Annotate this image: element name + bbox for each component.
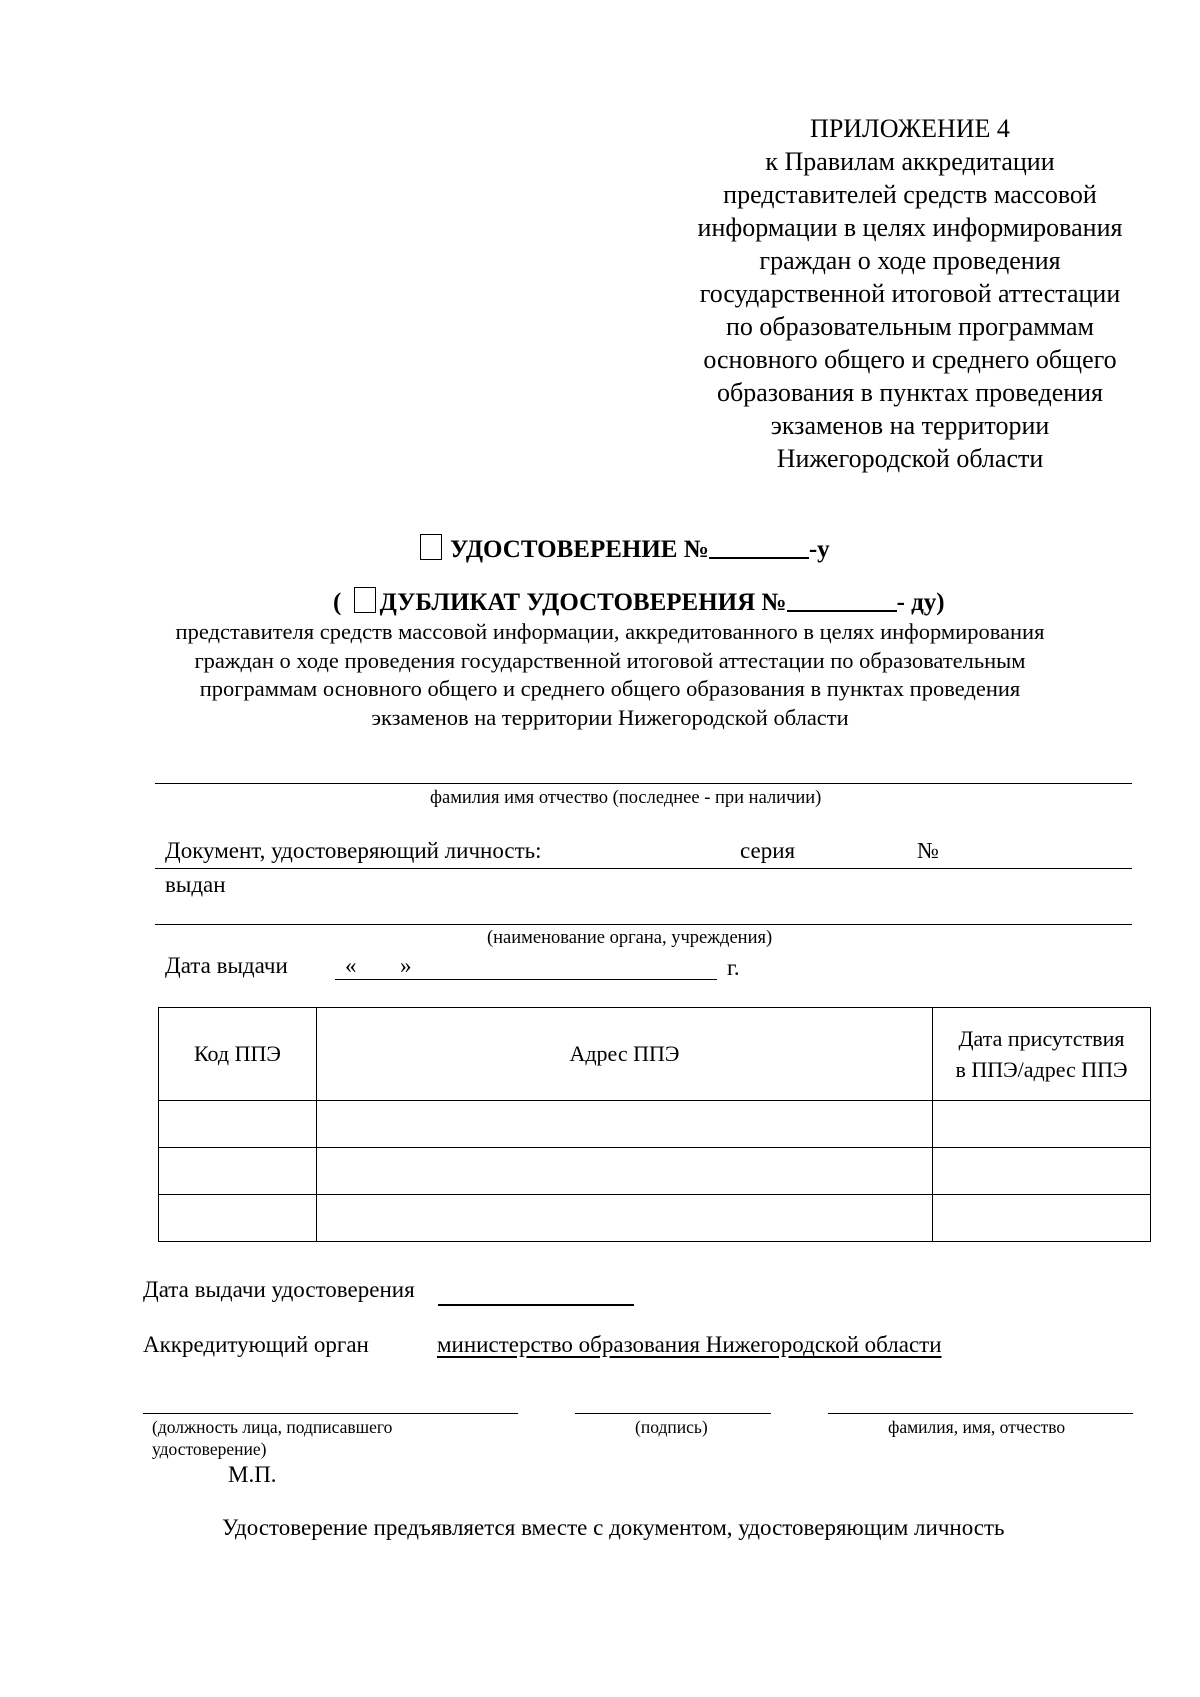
appendix-line: Нижегородской области: [776, 444, 1044, 473]
id-doc-line[interactable]: [155, 868, 1132, 869]
appendix-header: [600, 112, 1200, 475]
id-doc-label: Документ, удостоверяющий личность:: [165, 838, 542, 863]
appendix-line: информации в целях информирования: [697, 213, 1123, 242]
appendix-line: государственной итоговой аттестации: [699, 279, 1121, 308]
column-header-date-text: Дата присутствия в ППЭ/адрес ППЭ: [955, 1026, 1128, 1082]
number-label: №: [917, 838, 939, 863]
appendix-line: основного общего и среднего общего: [703, 345, 1117, 374]
table-cell[interactable]: [159, 1101, 317, 1148]
appendix-line: экзаменов на территории: [770, 411, 1050, 440]
description-line: программам основного общего и среднего общего образования в пунктах проведения: [199, 676, 1021, 701]
accrediting-body-label: Аккредитующий орган: [143, 1332, 369, 1357]
column-header-code: Код ППЭ: [159, 1008, 317, 1101]
table-cell[interactable]: [159, 1195, 317, 1242]
signer-position-line[interactable]: [143, 1413, 518, 1414]
issuer-caption: (наименование органа, учреждения): [487, 928, 773, 948]
signature-line[interactable]: [575, 1413, 771, 1414]
certificate-title: [420, 534, 830, 564]
table-cell[interactable]: [933, 1148, 1151, 1195]
fio-caption: фамилия имя отчество (последнее - при наличии): [430, 788, 822, 808]
duplicate-suffix: - ду): [896, 589, 945, 616]
fio-line[interactable]: [155, 783, 1132, 784]
year-suffix: г.: [727, 955, 740, 980]
series-label: серия: [740, 838, 796, 863]
duplicate-title-text: ДУБЛИКАТ УДОСТОВЕРЕНИЯ №: [379, 589, 787, 616]
issuer-line[interactable]: [155, 924, 1132, 925]
table-cell[interactable]: [316, 1101, 932, 1148]
certificate-title-text: УДОСТОВЕРЕНИЕ №: [450, 536, 709, 563]
appendix-line: к Правилам аккредитации: [765, 147, 1055, 176]
certificate-checkbox[interactable]: [420, 534, 442, 560]
signer-position-caption: (должность лица, подписавшего: [152, 1417, 393, 1437]
table-cell[interactable]: [316, 1148, 932, 1195]
duplicate-checkbox[interactable]: [354, 587, 376, 613]
table-cell[interactable]: [159, 1148, 317, 1195]
issue-date-line[interactable]: [335, 979, 717, 980]
appendix-line: по образовательным программам: [725, 312, 1094, 341]
signer-name-line[interactable]: [828, 1413, 1133, 1414]
open-paren: (: [333, 589, 342, 616]
appendix-line: граждан о ходе проведения: [759, 246, 1061, 275]
certificate-number-field[interactable]: [709, 535, 809, 559]
appendix-line: образования в пунктах проведения: [716, 378, 1104, 407]
cert-issue-date-label: Дата выдачи удостоверения: [143, 1277, 415, 1302]
stamp-label: М.П.: [228, 1462, 277, 1487]
description-line: граждан о ходе проведения государственной итоговой аттестации по образовательным: [194, 647, 1026, 673]
duplicate-number-field[interactable]: [787, 588, 897, 612]
certificate-suffix: -у: [808, 536, 830, 563]
ppe-table: [158, 1007, 1151, 1242]
description: [140, 618, 1080, 732]
issued-label: выдан: [165, 872, 226, 897]
accrediting-body-value: министерство образования Нижегородской области: [437, 1332, 942, 1357]
column-header-date: [933, 1008, 1151, 1101]
table-cell[interactable]: [933, 1101, 1151, 1148]
bottom-note: Удостоверение предъявляется вместе с документом, удостоверяющим личность: [222, 1515, 1005, 1540]
table-cell[interactable]: [316, 1195, 932, 1242]
signature-caption: (подпись): [635, 1417, 708, 1437]
signer-position-caption-2: удостоверение): [152, 1439, 267, 1459]
table-cell[interactable]: [933, 1195, 1151, 1242]
table-row: [159, 1195, 1151, 1242]
appendix-line: представителей средств массовой: [723, 180, 1097, 209]
table-header-row: [159, 1008, 1151, 1101]
name-caption: фамилия, имя, отчество: [888, 1417, 1066, 1437]
quote-open: «: [345, 953, 357, 978]
description-line: представителя средств массовой информации, аккредитованного в целях информирования: [175, 619, 1045, 644]
duplicate-title: [333, 587, 945, 617]
column-header-address: Адрес ППЭ: [316, 1008, 932, 1101]
table-row: [159, 1148, 1151, 1195]
quote-close: »: [400, 953, 412, 978]
issue-date-label: Дата выдачи: [165, 953, 288, 978]
appendix-title: ПРИЛОЖЕНИЕ 4: [810, 114, 1010, 143]
cert-issue-date-line[interactable]: [438, 1304, 634, 1306]
table-row: [159, 1101, 1151, 1148]
description-line: экзаменов на территории Нижегородской области: [371, 704, 849, 730]
